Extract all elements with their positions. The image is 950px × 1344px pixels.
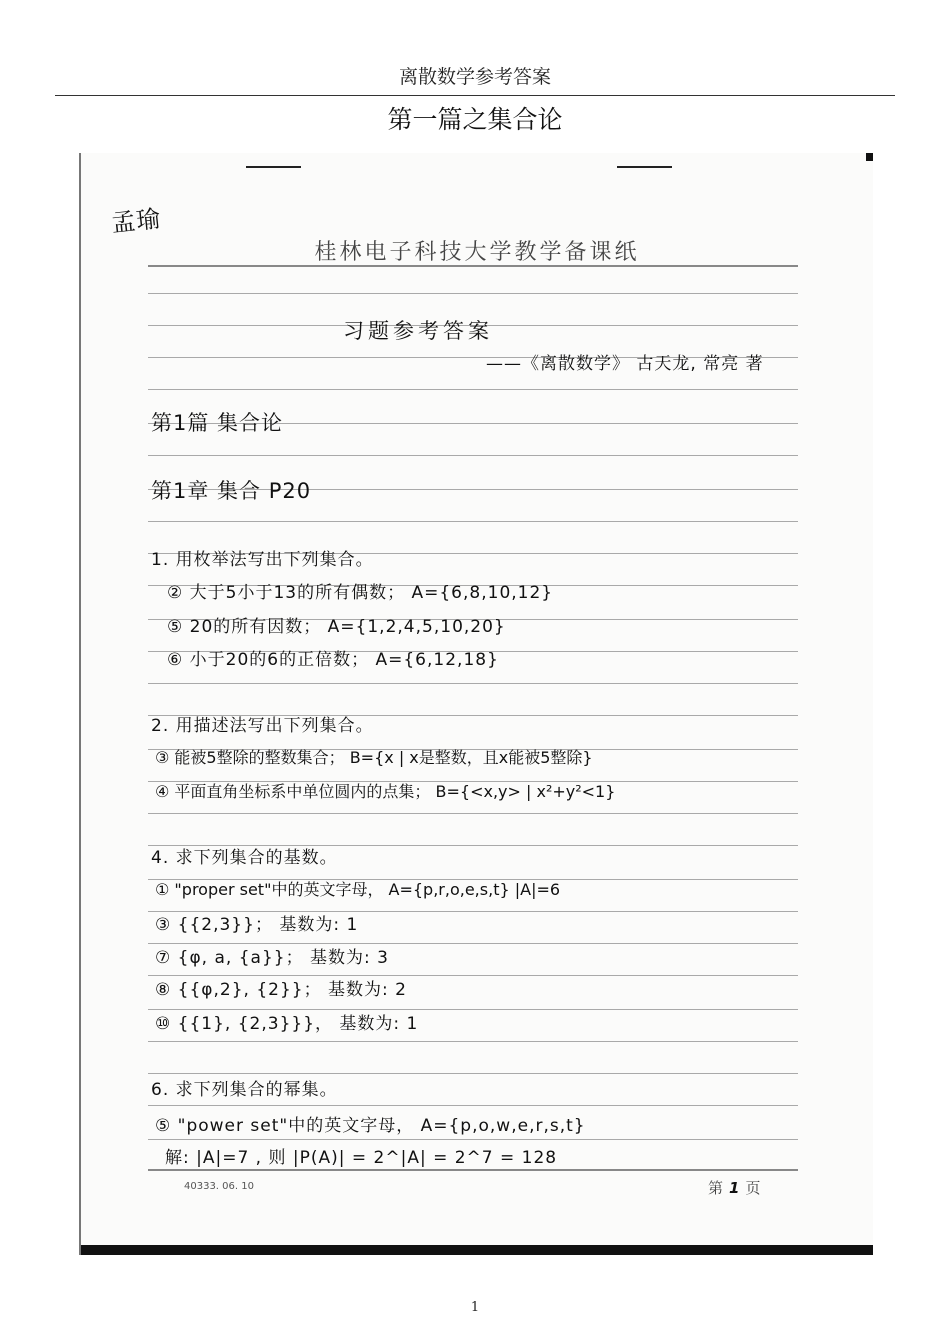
handwritten-line: ⑤ 20的所有因数； A={1,2,4,5,10,20} bbox=[167, 617, 506, 637]
handwritten-line: ——《离散数学》 古天龙, 常亮 著 bbox=[486, 354, 764, 374]
handwritten-line: ① "proper set"中的英文字母， A={p,r,o,e,s,t} |A|=6 bbox=[155, 880, 561, 899]
author-name: 孟瑜 bbox=[109, 204, 163, 238]
ruled-line bbox=[148, 389, 798, 390]
ruled-line bbox=[148, 1073, 798, 1074]
scan-bottom-edge bbox=[81, 1245, 873, 1255]
handwritten-line: ⑥ 小于20的6的正倍数； A={6,12,18} bbox=[167, 650, 499, 670]
handwritten-line: 解: |A|=7 , 则 |P(A)| = 2^|A| = 2^7 = 128 bbox=[165, 1148, 558, 1168]
handwritten-line: ③ 能被5整除的整数集合； B={x | x是整数，且x能被5整除} bbox=[155, 748, 593, 767]
handwritten-line: ⑧ {{φ,2}, {2}}； 基数为: 2 bbox=[155, 980, 407, 1000]
handwritten-line: ⑦ {φ, a, {a}}； 基数为: 3 bbox=[155, 948, 389, 968]
handwritten-heading: 习题参考答案 bbox=[343, 319, 493, 343]
scan-tick-mark bbox=[617, 166, 672, 168]
scan-page-mark bbox=[708, 1177, 760, 1198]
page-suffix: 页 bbox=[745, 1179, 761, 1197]
handwritten-line: 2. 用描述法写出下列集合。 bbox=[151, 716, 374, 736]
ruled-line bbox=[148, 683, 798, 684]
document-title: 第一篇之集合论 bbox=[387, 105, 563, 134]
running-header: 离散数学参考答案 bbox=[398, 66, 551, 88]
handwritten-line: ② 大于5小于13的所有偶数； A={6,8,10,12} bbox=[167, 583, 554, 603]
ruled-line bbox=[148, 521, 798, 522]
handwritten-line: 6. 求下列集合的幂集。 bbox=[151, 1080, 338, 1100]
handwritten-line: ③ {{2,3}}； 基数为: 1 bbox=[155, 915, 359, 935]
handwritten-line: 4. 求下列集合的基数。 bbox=[151, 848, 338, 868]
ruled-line bbox=[148, 1169, 798, 1171]
paper-title: 桂林电子科技大学教学备课纸 bbox=[314, 240, 640, 265]
scan-tick-mark bbox=[246, 166, 301, 168]
ruled-line bbox=[148, 455, 798, 456]
handwritten-heading: 第1篇 集合论 bbox=[151, 411, 284, 435]
handwritten-line: ⑤ "power set"中的英文字母， A={p,o,w,e,r,s,t} bbox=[155, 1116, 586, 1136]
handwritten-line: ⑩ {{1}, {2,3}}}， 基数为: 1 bbox=[155, 1014, 419, 1034]
ruled-line bbox=[148, 1041, 798, 1042]
page-prefix: 第 bbox=[708, 1179, 724, 1197]
scanned-handwritten-page bbox=[79, 153, 873, 1255]
ruled-line bbox=[148, 293, 798, 294]
ruled-line bbox=[148, 1139, 798, 1140]
handwritten-heading: 第1章 集合 P20 bbox=[151, 479, 312, 503]
page-number-handwritten: 1 bbox=[729, 1179, 740, 1197]
ruled-line bbox=[148, 813, 798, 814]
scan-corner-mark bbox=[866, 153, 873, 161]
ruled-line bbox=[148, 265, 798, 267]
handwritten-line: 1. 用枚举法写出下列集合。 bbox=[151, 550, 374, 570]
page-number: 1 bbox=[470, 1300, 480, 1315]
ruled-line bbox=[148, 1105, 798, 1106]
handwritten-line: ④ 平面直角坐标系中单位圆内的点集； B={<x,y> | x²+y²<1} bbox=[155, 782, 616, 801]
form-code: 40333. 06. 10 bbox=[184, 1181, 254, 1192]
header-divider bbox=[55, 95, 895, 96]
